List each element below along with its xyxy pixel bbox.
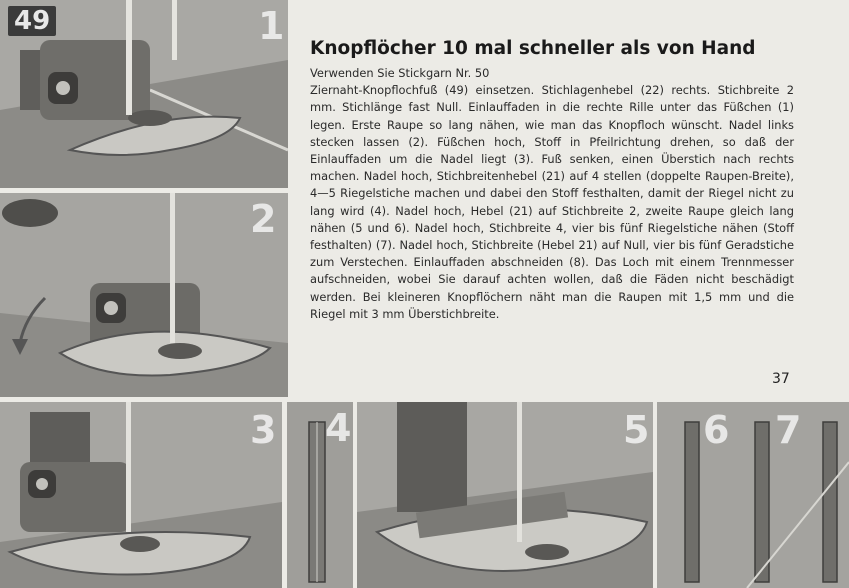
thread-recommendation: Verwenden Sie Stickgarn Nr. 50 <box>310 66 490 80</box>
photo-step-4 <box>287 402 353 588</box>
step-number-4: 4 <box>325 406 351 450</box>
instructions-block <box>310 38 794 323</box>
presser-foot-illustration <box>0 402 282 588</box>
photo-step-1 <box>0 0 288 188</box>
presser-foot-illustration <box>0 193 288 397</box>
step-number-3: 3 <box>250 408 276 452</box>
page-number: 37 <box>772 371 790 387</box>
photo-step-2 <box>0 193 288 397</box>
presser-foot-number-badge: 49 <box>8 6 56 36</box>
page-title: Knopflöcher 10 mal schneller als von Hand <box>310 38 756 59</box>
step-number-5: 5 <box>623 408 649 452</box>
buttonhole-seam-illustration <box>657 402 849 588</box>
step-number-6: 6 <box>703 408 729 452</box>
photo-step-3 <box>0 402 282 588</box>
step-number-7: 7 <box>775 408 801 452</box>
presser-foot-illustration <box>357 402 653 588</box>
step-number-1: 1 <box>258 4 284 48</box>
step-number-2: 2 <box>250 197 276 241</box>
photo-steps-6-7 <box>657 402 849 588</box>
instructions-text: Ziernaht-Knopflochfuß (49) einsetzen. Stichlagenhebel (22) rechts. Stichbreite 2 mm. Stichlänge fast Null. Einlauffaden in die rechte Rille unter das Füßchen (1) legen. Erste Raupe so lang nähen, wie man das Knopfloch wünscht. Nadel links stecken lassen (2). Füßchen hoch, Stoff in Pfeilrichtung drehen, so daß der Einlauffaden um die Nadel liegt (3). Fuß senken, einen Überstich nach rechts machen. Nadel hoch, Stichbreitenhebel (21) auf 4 stellen (doppelte Raupen-Breite), 4—5 Riegelstiche machen und dabei den Stoff festhalten, damit der Riegel nicht zu lang wird (4). Nadel hoch, Hebel (21) auf Stichbreite 2, zweite Raupe gleich lang nähen (5 und 6). Nadel hoch, Stichbreite 4, vier bis fünf Riegelstiche nähen (Stoff festhalten) (7). Nadel hoch, Stichbreite (Hebel 21) auf Null, vier bis fünf Geradstiche zum Verstechen. Einlauffaden abschneiden (8). Das Loch mit einem Trennmesser aufschneiden, wobei Sie darauf achten wollen, daß die Fäden nicht beschädigt werden. Bei kleineren Knopflöchern näht man die Raupen mit 1,5 mm und die Riegel mit 3 mm Überstichbreite. <box>310 83 794 321</box>
photo-step-5 <box>357 402 653 588</box>
